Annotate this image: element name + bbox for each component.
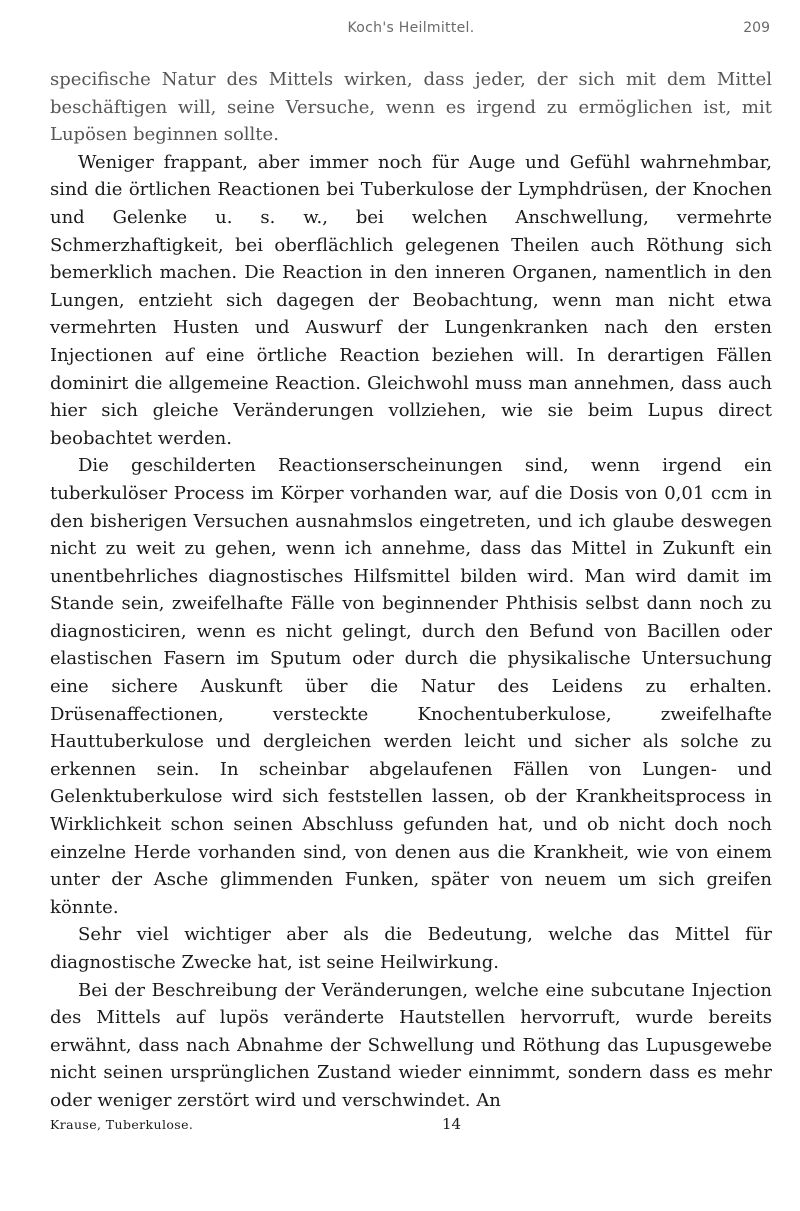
paragraph-3: Die geschilderten Reactionserscheinungen sind, wenn irgend ein tuberkulöser Process im Körper vorhanden war, auf die Dosis von 0,01 ccm in den bisherigen Versuchen ausnahmslos eingetreten, und ich glaube deswegen nicht zu weit zu gehen, wenn ich annehme, dass das Mittel in Zukunft ein unentbehrliches diagnostisches Hilfsmittel bilden wird. Man wird damit im Stande sein, zweifelhafte Fälle von beginnender Phthisis selbst dann noch zu diagnosticiren, wenn es nicht gelingt, durch den Befund von Bacillen oder elastischen Fasern im Sputum oder durch die physikalische Untersuchung eine sichere Auskunft über die Natur des Leidens zu erhalten. Drüsenaffectionen, versteckte Knochentuberkulose, zweifelhafte Hauttuberkulose und dergleichen werden leicht und sicher als solche zu erkennen sein. In scheinbar abgelaufenen Fällen von Lungen- und Gelenktuberkulose wird sich feststellen lassen, ob der Krankheitsprocess in Wirklichkeit schon seinen Abschluss gefunden hat, und ob nicht doch noch einzelne Herde vorhanden sind, von denen aus die Krankheit, wie von einem unter der Asche glimmenden Funken, später von neuem um sich greifen könnte. [50,455,772,918]
paragraph-4: Sehr viel wichtiger aber als die Bedeutung, welche das Mittel für diagnostische Zwecke hat, ist seine Heilwirkung. [50,924,772,973]
signature-line [50,1114,772,1137]
running-title: Koch's Heilmittel. [347,20,475,36]
signature-author: Krause, Tuberkulose. [50,1116,194,1132]
body-text [50,66,772,1115]
book-page [50,16,772,1137]
running-header [50,16,772,46]
paragraph-2: Weniger frappant, aber immer noch für Auge und Gefühl wahrnehmbar, sind die örtlichen Reactionen bei Tuberkulose der Lymphdrüsen, der Knochen und Gelenke u. s. w., bei welchen Anschwellung, vermehrte Schmerzhaftigkeit, bei oberflächlich gelegenen Theilen auch Röthung sich bemerklich machen. Die Reaction in den inneren Organen, namentlich in den Lungen, entzieht sich dagegen der Beobachtung, wenn man nicht etwa vermehrten Husten und Auswurf der Lungenkranken nach den ersten Injectionen auf eine örtliche Reaction beziehen will. In derartigen Fällen dominirt die allgemeine Reaction. Gleichwohl muss man annehmen, dass auch hier sich gleiche Veränderungen vollziehen, wie sie beim Lupus direct beobachtet werden. [50,151,772,449]
signature-number: 14 [442,1114,462,1133]
page-number: 209 [743,20,770,36]
paragraph-5: Bei der Beschreibung der Veränderungen, welche eine subcutane Injection des Mittels auf lupös veränderte Hautstellen hervorruft, wurde bereits erwähnt, dass nach Abnahme der Schwellung und Röthung das Lupusgewebe nicht seinen ursprünglichen Zustand wieder einnimmt, sondern dass es mehr oder weniger zerstört wird und verschwindet. An [50,979,772,1111]
paragraph-1: specifische Natur des Mittels wirken, dass jeder, der sich mit dem Mittel beschäftigen will, seine Versuche, wenn es irgend zu ermöglichen ist, mit Lupösen beginnen sollte. [50,69,772,146]
